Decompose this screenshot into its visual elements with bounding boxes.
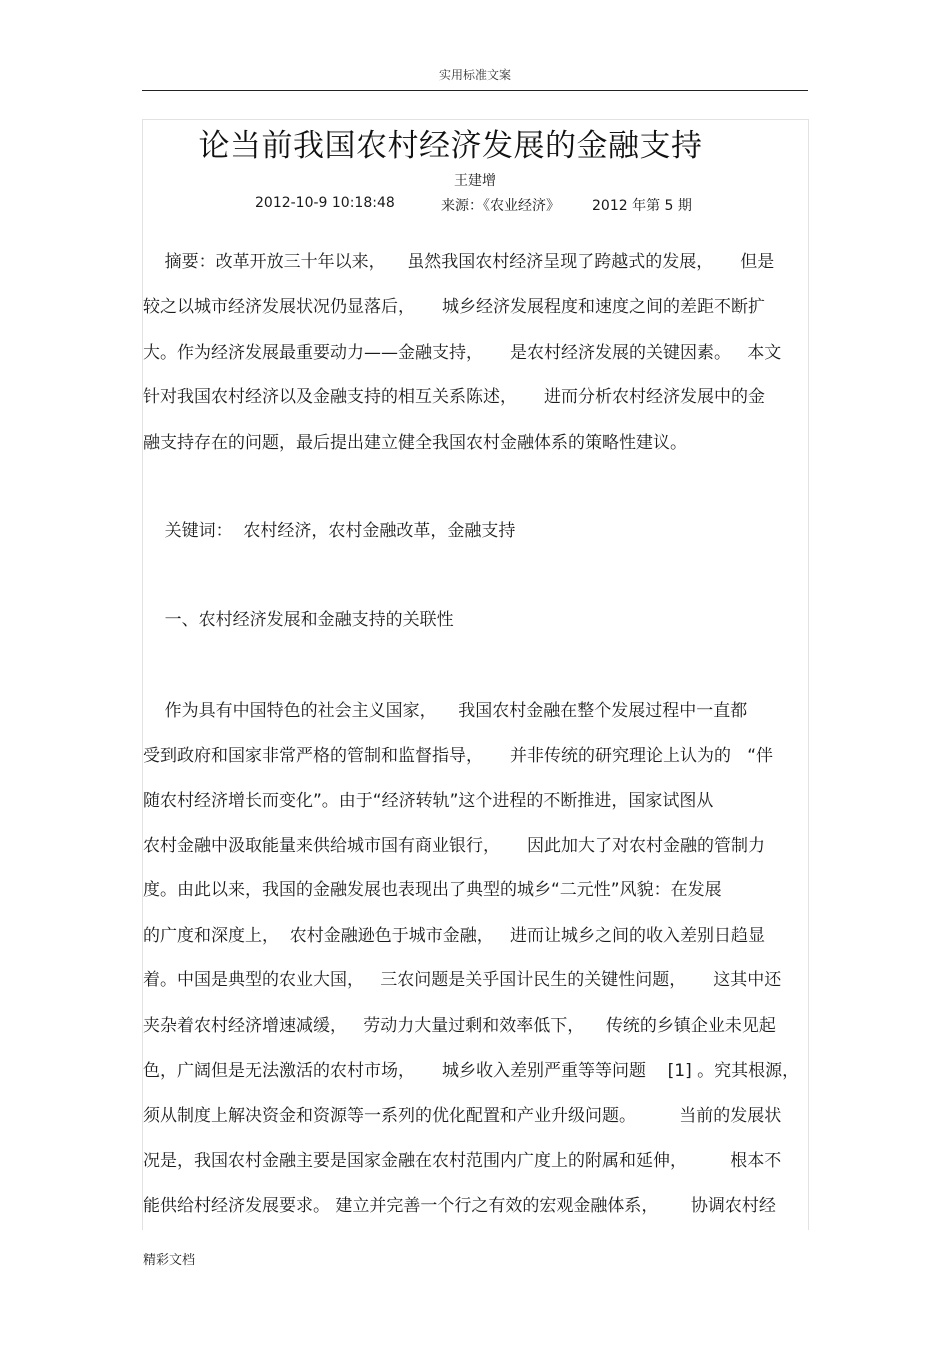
body-line: 受到政府和国家非常严格的管制和监督指导， 并非传统的研究理论上认为的 “伴 <box>143 746 774 766</box>
body-line: 大。作为经济发展最重要动力——金融支持， 是农村经济发展的关键因素。 本文 <box>143 343 782 363</box>
body-line: 着。中国是典型的农业大国， 三农问题是关乎国计民生的关键性问题， 这其中还 <box>143 970 782 990</box>
body-line: 摘要：改革开放三十年以来， 虽然我国农村经济呈现了跨越式的发展， 但是 <box>143 252 775 272</box>
body-line: 随农村经济增长而变化”。由于“经济转轨”这个进程的不断推进，国家试图从 <box>143 791 714 811</box>
article-author: 王建增 <box>454 173 496 189</box>
body-line: 能供给村经济发展要求。 建立并完善一个行之有效的宏观金融体系， 协调农村经 <box>143 1196 776 1216</box>
body-line: 较之以城市经济发展状况仍显落后， 城乡经济发展程度和速度之间的差距不断扩 <box>143 297 766 317</box>
body-line: 融支持存在的问题，最后提出建立健全我国农村金融体系的策略性建议。 <box>143 433 687 453</box>
body-line: 农村金融中汲取能量来供给城市国有商业银行， 因此加大了对农村金融的管制力 <box>143 836 766 856</box>
running-header: 实用标准文案 <box>438 68 511 82</box>
keywords-line: 关键词： 农村经济，农村金融改革，金融支持 <box>143 521 516 541</box>
article-issue: 2012 年第 5 期 <box>592 198 692 214</box>
body-line: 度。由此以来，我国的金融发展也表现出了典型的城乡“二元性”风貌：在发展 <box>143 880 722 900</box>
header-rule <box>142 90 808 91</box>
article-datetime: 2012-10-9 10:18:48 <box>255 195 395 211</box>
body-line: 针对我国农村经济以及金融支持的相互关系陈述， 进而分析农村经济发展中的金 <box>143 387 766 407</box>
body-line: 的广度和深度上， 农村金融逊色于城市金融， 进而让城乡之间的收入差别日趋显 <box>143 926 766 946</box>
running-footer: 精彩文档 <box>143 1253 196 1268</box>
section-heading: 一、农村经济发展和金融支持的关联性 <box>143 610 454 630</box>
body-line: 作为具有中国特色的社会主义国家， 我国农村金融在整个发展过程中一直都 <box>143 701 748 721</box>
body-line: 色，广阔但是无法激活的农村市场， 城乡收入差别严重等等问题 [1] 。究其根源， <box>143 1061 800 1081</box>
article-source: 来源：《农业经济》 <box>441 198 560 214</box>
body-line: 况是，我国农村金融主要是国家金融在农村范围内广度上的附属和延伸， 根本不 <box>143 1151 782 1171</box>
body-line: 夹杂着农村经济增速减缓， 劳动力大量过剩和效率低下， 传统的乡镇企业未见起 <box>143 1016 776 1036</box>
article-title: 论当前我国农村经济发展的金融支持 <box>198 128 703 164</box>
body-line: 须从制度上解决资金和资源等一系列的优化配置和产业升级问题。 当前的发展状 <box>143 1106 782 1126</box>
